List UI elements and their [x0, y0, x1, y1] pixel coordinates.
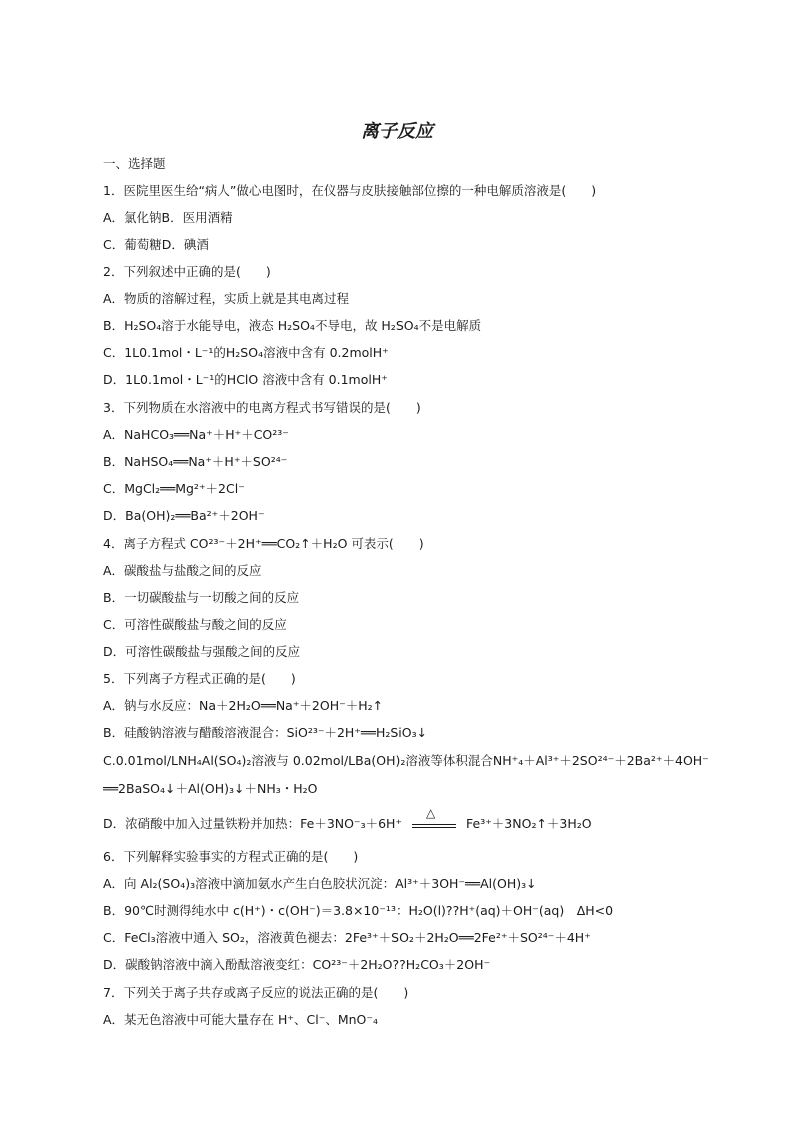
option-3a: A．NaHCO₃══Na⁺＋H⁺＋CO²³⁻	[103, 427, 289, 442]
option-4b: B．一切碳酸盐与一切酸之间的反应	[103, 590, 300, 605]
option-5d-prefix: D．浓硝酸中加入过量铁粉并加热：Fe＋3NO⁻₃＋6H⁺	[103, 816, 403, 831]
option-2a: A．物质的溶解过程，实质上就是其电离过程	[103, 291, 350, 306]
option-5d-suffix: Fe³⁺＋3NO₂↑＋3H₂O	[466, 816, 592, 831]
question-6: 6．下列解释实验事实的方程式正确的是( )	[103, 849, 359, 864]
option-2d: D．1L0.1mol・L⁻¹的HClO 溶液中含有 0.1molH⁺	[103, 372, 388, 387]
option-6a: A．向 Al₂(SO₄)₃溶液中滴加氨水产生白色胶状沉淀：Al³⁺＋3OH⁻══Al(OH)₃↓	[103, 876, 537, 891]
option-2c: C．1L0.1mol・L⁻¹的H₂SO₄溶液中含有 0.2molH⁺	[103, 345, 389, 360]
option-1ab: A．氯化钠B．医用酒精	[103, 210, 233, 225]
option-4a: A．碳酸盐与盐酸之间的反应	[103, 563, 262, 578]
option-3d: D．Ba(OH)₂══Ba²⁺＋2OH⁻	[103, 508, 265, 523]
option-5b: B．硅酸钠溶液与醋酸溶液混合：SiO²³⁻＋2H⁺══H₂SiO₃↓	[103, 725, 428, 740]
heat-triangle-icon: △	[426, 805, 436, 820]
question-3: 3．下列物质在水溶液中的电离方程式书写错误的是( )	[103, 400, 421, 415]
question-1: 1．医院里医生给“病人”做心电图时，在仪器与皮肤接触部位擦的一种电解质溶液是( )	[103, 183, 597, 198]
option-4d: D．可溶性碳酸盐与强酸之间的反应	[103, 644, 301, 659]
option-4c: C．可溶性碳酸盐与酸之间的反应	[103, 617, 287, 632]
option-5c: C.0.01mol/LNH₄Al(SO₄)₂溶液与 0.02mol/LBa(OH)₂溶液等体积混合NH⁺₄＋Al³⁺＋2SO²⁴⁻＋2Ba²⁺＋4OH⁻	[103, 753, 709, 768]
option-1cd: C．葡萄糖D．碘酒	[103, 237, 209, 252]
option-6c: C．FeCl₃溶液中通入 SO₂，溶液黄色褪去：2Fe³⁺＋SO₂＋2H₂O══2Fe²⁺＋SO²⁴⁻＋4H⁺	[103, 930, 591, 945]
option-6b: B．90℃时测得纯水中 c(H⁺)・c(OH⁻)＝3.8×10⁻¹³：H₂O(l)??H⁺(aq)＋OH⁻(aq) ΔH<0	[103, 903, 614, 918]
question-2: 2．下列叙述中正确的是( )	[103, 264, 271, 279]
section-heading: 一、选择题	[103, 156, 166, 171]
option-5d	[103, 805, 592, 833]
option-6d: D．碳酸钠溶液中滴入酚酞溶液变红：CO²³⁻＋2H₂O??H₂CO₃＋2OH⁻	[103, 957, 491, 972]
option-3c: C．MgCl₂══Mg²⁺＋2Cl⁻	[103, 481, 245, 496]
heating-equals-sign	[412, 805, 456, 833]
option-2b: B．H₂SO₄溶于水能导电，液态 H₂SO₄不导电，故 H₂SO₄不是电解质	[103, 318, 482, 333]
question-7: 7．下列关于离子共存或离子反应的说法正确的是( )	[103, 985, 409, 1000]
question-5: 5．下列离子方程式正确的是( )	[103, 671, 296, 686]
page-title: 离子反应	[361, 121, 433, 142]
question-4: 4．离子方程式 CO²³⁻＋2H⁺══CO₂↑＋H₂O 可表示( )	[103, 536, 424, 551]
option-7a: A．某无色溶液中可能大量存在 H⁺、Cl⁻、MnO⁻₄	[103, 1012, 378, 1027]
option-3b: B．NaHSO₄══Na⁺＋H⁺＋SO²⁴⁻	[103, 454, 288, 469]
option-5c-continued: ══2BaSO₄↓＋Al(OH)₃↓＋NH₃・H₂O	[103, 781, 318, 796]
option-5a: A．钠与水反应：Na＋2H₂O══Na⁺＋2OH⁻＋H₂↑	[103, 698, 384, 713]
